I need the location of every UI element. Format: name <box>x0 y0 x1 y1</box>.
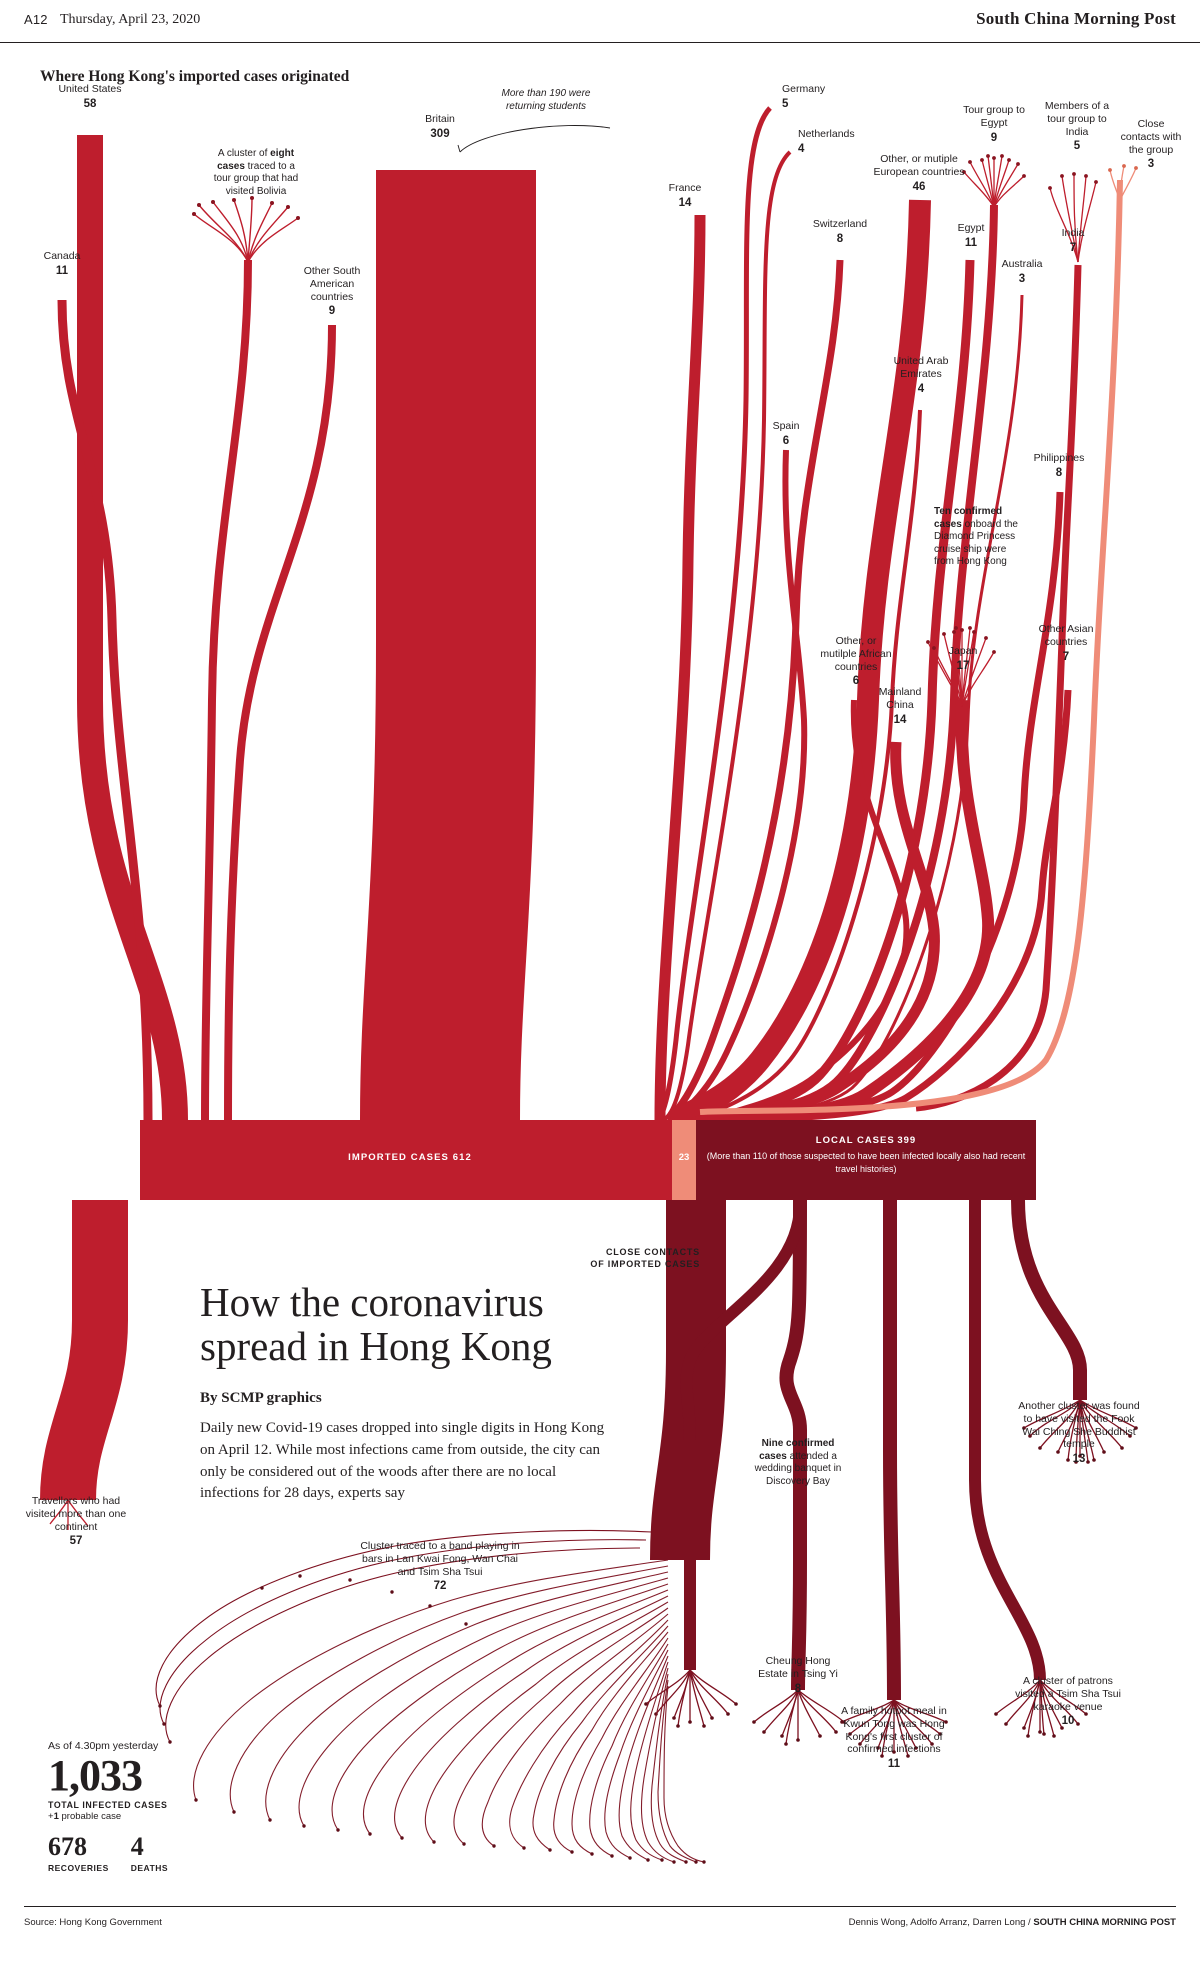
note-band-cluster <box>360 1540 520 1593</box>
label-mainland-china <box>866 686 934 727</box>
imported-cases-label: IMPORTED CASES <box>348 1152 449 1163</box>
credit-brand: SOUTH CHINA MORNING POST <box>1033 1917 1176 1928</box>
imported-cases-value: 612 <box>452 1152 472 1163</box>
label-egypt-value: 11 <box>964 236 978 249</box>
note-karaoke-value: 10 <box>1061 1715 1075 1728</box>
label-other-asian <box>1026 623 1106 664</box>
chart-title: Where Hong Kong's imported cases originated <box>40 68 350 85</box>
label-france <box>650 182 720 210</box>
label-other-african-value: 6 <box>852 675 860 688</box>
dateline: Thursday, April 23, 2020 <box>60 12 201 27</box>
stats-deaths-caption: DEATHS <box>130 1863 169 1873</box>
label-spain-value: 6 <box>782 434 790 447</box>
stats-deaths-block <box>131 1834 168 1873</box>
note-bolivia <box>210 148 302 198</box>
label-canada-value: 11 <box>55 264 69 277</box>
label-tour-group-egypt-name: Tour group to Egypt <box>963 104 1025 129</box>
imported-cases-bar <box>140 1120 680 1200</box>
label-other-european-name: Other, or mutiple European countries <box>873 153 965 178</box>
page-headline: How the coronavirus spread in Hong Kong <box>200 1279 552 1370</box>
local-cases-bar <box>696 1120 1036 1200</box>
label-other-asian-name: Other Asian countries <box>1038 623 1094 648</box>
stats-recoveries: 678 <box>48 1832 87 1861</box>
stats-row <box>48 1834 228 1873</box>
stats-asof: As of 4.30pm yesterday <box>48 1740 159 1752</box>
label-egypt <box>938 222 1004 250</box>
label-france-name: France <box>668 182 702 194</box>
label-tour-group-india <box>1038 100 1116 153</box>
footer-divider <box>24 1906 1176 1907</box>
summary-stats <box>48 1740 228 1873</box>
stats-deaths: 4 <box>130 1832 144 1861</box>
label-switzerland-value: 8 <box>836 232 844 245</box>
label-germany <box>782 83 858 111</box>
stats-probable-num: 1 <box>53 1811 59 1822</box>
label-britain <box>400 113 480 141</box>
label-netherlands-value: 4 <box>798 142 805 155</box>
note-bolivia-bold: eight cases <box>217 148 295 172</box>
label-other-african-name: Other, or mutilple African countries <box>820 635 892 673</box>
label-japan-value: 17 <box>956 659 970 672</box>
source-note: Source: Hong Kong Government <box>24 1917 162 1928</box>
standfirst: Daily new Covid-19 cases dropped into single digits in Hong Kong on April 12. While most infections came from outside, the city can only be considered out of the woods after there are no local infections for 28 days, experts say <box>200 1420 605 1502</box>
label-united-states-name: United States <box>58 83 122 95</box>
label-uae-value: 4 <box>917 382 925 395</box>
label-tour-group-egypt-value: 9 <box>990 131 998 144</box>
label-mainland-china-name: Mainland China <box>878 686 922 711</box>
publication-brand: South China Morning Post <box>976 9 1176 28</box>
label-other-asian-value: 7 <box>1062 650 1070 663</box>
label-india <box>1040 227 1106 255</box>
label-tour-group-india-value: 5 <box>1073 140 1081 153</box>
label-switzerland <box>800 218 880 246</box>
label-uae-name: United Arab Emirates <box>893 355 949 380</box>
label-australia-name: Australia <box>1001 258 1043 270</box>
note-hotpot <box>828 1705 960 1771</box>
label-canada <box>14 250 110 278</box>
local-cases-value: 399 <box>897 1135 917 1146</box>
label-australia-value: 3 <box>1018 272 1026 285</box>
note-diamond-post: onboard the Diamond Princess cruise ship were from Hong Kong <box>934 518 1018 567</box>
label-canada-name: Canada <box>43 250 81 262</box>
note-cheung-hong-text: Cheung Hong Estate in Tsing Yi <box>758 1655 838 1680</box>
label-other-european-value: 46 <box>912 180 926 193</box>
label-other-south-american <box>288 265 376 318</box>
note-wedding-banquet <box>752 1438 844 1488</box>
note-returning-students-text: More than 190 were returning students <box>501 88 591 112</box>
close-contacts-value: 23 <box>678 1152 690 1163</box>
note-band-value: 72 <box>433 1580 447 1593</box>
label-other-european <box>872 153 966 194</box>
label-japan <box>930 645 996 673</box>
note-returning-students <box>500 88 592 113</box>
label-netherlands-name: Netherlands <box>798 128 855 140</box>
label-philippines-name: Philippines <box>1033 452 1085 464</box>
note-wedding-bold: Nine confirmed cases <box>759 1438 835 1462</box>
note-hotpot-value: 11 <box>887 1758 901 1771</box>
local-cases-caption <box>696 1134 1036 1175</box>
local-cases-label: LOCAL CASES <box>815 1135 895 1146</box>
label-travellers-multi-continent <box>22 1495 130 1548</box>
label-france-value: 14 <box>678 196 692 209</box>
label-tour-group-egypt <box>950 104 1038 145</box>
stats-total: 1,033 <box>48 1751 142 1800</box>
label-close-contacts-group <box>1118 118 1184 171</box>
byline: By SCMP graphics <box>200 1390 322 1406</box>
label-netherlands <box>798 128 882 156</box>
label-other-south-american-name: Other South American countries <box>303 265 361 303</box>
imported-cases-caption <box>140 1152 680 1163</box>
label-switzerland-name: Switzerland <box>812 218 868 230</box>
label-spain <box>756 420 816 448</box>
label-united-states-value: 58 <box>83 97 97 110</box>
note-wedding-post: attended a wedding banquet in Discovery Bay <box>754 1450 842 1487</box>
credit-note <box>849 1917 1176 1928</box>
label-egypt-name: Egypt <box>957 222 985 234</box>
note-hotpot-text: A family hotpot meal in Kwun Tong was Hong Kong's first cluster of confirmed infections <box>841 1705 947 1756</box>
label-united-states <box>40 83 140 111</box>
note-temple-value: 13 <box>1072 1453 1086 1466</box>
note-temple-cluster <box>1014 1400 1144 1466</box>
label-britain-name: Britain <box>425 113 455 125</box>
note-diamond-bold: Ten confirmed cases <box>934 506 1003 530</box>
label-britain-value: 309 <box>430 127 450 140</box>
note-cheung-hong-value: 8 <box>794 1682 802 1695</box>
stats-probable-suffix: probable case <box>58 1811 122 1822</box>
label-germany-name: Germany <box>782 83 826 95</box>
note-karaoke <box>1010 1675 1126 1728</box>
note-cheung-hong <box>752 1655 844 1696</box>
stats-recoveries-block <box>48 1834 109 1873</box>
close-contacts-caption: CLOSE CONTACTS OF IMPORTED CASES <box>590 1247 700 1270</box>
label-close-contacts-group-value: 3 <box>1147 158 1155 171</box>
label-philippines <box>1018 452 1100 480</box>
label-japan-name: Japan <box>948 645 978 657</box>
stats-recoveries-caption: RECOVERIES <box>48 1863 109 1873</box>
credit-names: Dennis Wong, Adolfo Arranz, Darren Long / <box>848 1917 1034 1928</box>
label-mainland-china-value: 14 <box>893 713 907 726</box>
label-india-value: 7 <box>1069 241 1077 254</box>
local-cases-note: (More than 110 of those suspected to have been infected locally also had recent travel histories) <box>706 1151 1026 1174</box>
label-other-african <box>820 635 892 688</box>
close-contacts-bar <box>672 1120 696 1200</box>
label-travellers-value: 57 <box>69 1535 83 1548</box>
label-australia <box>986 258 1058 286</box>
note-bolivia-post: traced to a tour group that had visited Bolivia <box>213 160 299 197</box>
note-diamond-princess <box>934 506 1018 569</box>
label-tour-group-india-name: Members of a tour group to India <box>1044 100 1110 138</box>
label-germany-value: 5 <box>782 97 789 110</box>
note-temple-text: Another cluster was found to have visited the Fook Wai Ching She Buddhist temple <box>1018 1400 1140 1451</box>
label-other-south-american-value: 9 <box>328 305 336 318</box>
page-folio: A12 <box>24 12 48 27</box>
label-philippines-value: 8 <box>1055 466 1063 479</box>
stats-total-caption: TOTAL INFECTED CASES <box>48 1800 168 1810</box>
label-uae <box>888 355 954 396</box>
note-bolivia-pre: A cluster of <box>217 148 271 159</box>
stats-probable-prefix: + <box>48 1811 54 1822</box>
label-travellers-text: Travellers who had visited more than one continent <box>25 1495 127 1533</box>
stats-probable <box>48 1811 228 1822</box>
note-karaoke-text: A cluster of patrons visited a Tsim Sha Tsui karaoke venue <box>1015 1675 1121 1713</box>
note-band-text: Cluster traced to a band playing in bars in Lan Kwai Fong, Wan Chai and Tsim Sha Tsui <box>360 1540 520 1578</box>
label-close-contacts-group-name: Close contacts with the group <box>1120 118 1182 156</box>
label-spain-name: Spain <box>772 420 800 432</box>
label-india-name: India <box>1061 227 1085 239</box>
